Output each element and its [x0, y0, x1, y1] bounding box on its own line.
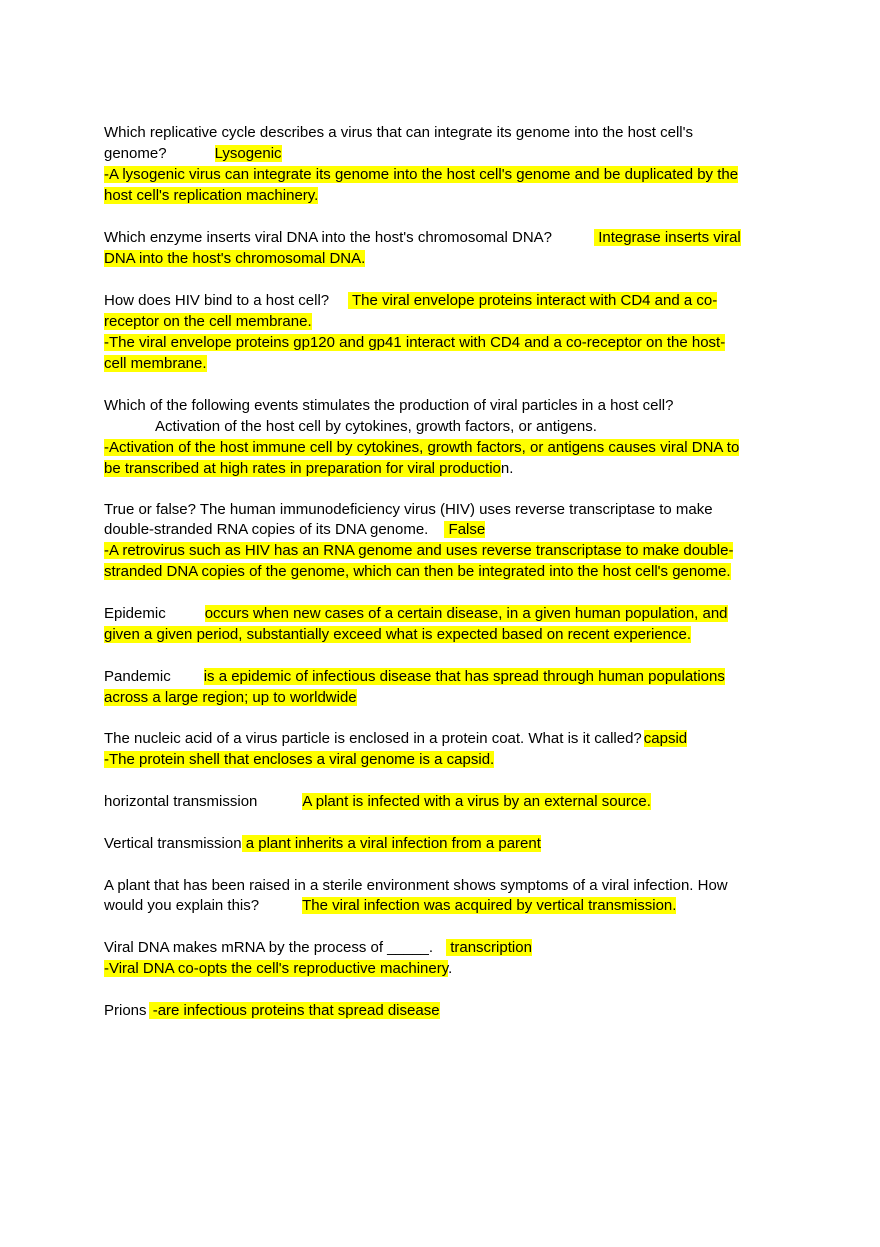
text-line [104, 333, 725, 353]
text-line [104, 792, 651, 812]
text-line: -Viral DNA co-opts the cell's reproductive machinery. [104, 960, 453, 977]
highlighted-answer: Integrase inserts viral [594, 229, 741, 246]
text-line: How does HIV bind to a host cell? The viral envelope proteins interact with CD4 and a co- [104, 292, 718, 309]
highlighted-explanation: cell membrane. [104, 355, 207, 372]
highlighted-definition: occurs when new cases of a certain disease, in a given human population, and [204, 605, 728, 622]
text-line [104, 688, 357, 708]
text-line: The nucleic acid of a virus particle is enclosed in a protein coat. What is it called? capsid [104, 730, 688, 747]
highlighted-answer: The viral infection was acquired by vertical transmission. [302, 897, 677, 914]
highlighted-definition: -are infectious proteins that spread disease [148, 1002, 440, 1019]
highlighted-explanation: -Viral DNA co-opts the cell's reproductive machinery [104, 960, 449, 977]
text-line: A plant that has been raised in a sterile environment shows symptoms of a viral infection. How [104, 877, 728, 894]
highlighted-definition: is a epidemic of infectious disease that has spread through human populations [203, 668, 725, 685]
highlighted-definition: A plant is infected with a virus by an external source. [302, 793, 651, 810]
highlighted-answer: transcription [446, 939, 532, 956]
term: Prions [104, 1002, 147, 1019]
highlighted-explanation: -A retrovirus such as HIV has an RNA genome and uses reverse transcriptase to make double- [104, 542, 734, 559]
text-line: Which enzyme inserts viral DNA into the host's chromosomal DNA? Integrase inserts viral [104, 229, 741, 246]
text-line [104, 354, 207, 374]
highlighted-explanation: -A lysogenic virus can integrate its genome into the host cell's genome and be duplicated by the [104, 166, 739, 183]
text-line: Viral DNA makes mRNA by the process of _____. transcription [104, 939, 532, 956]
highlighted-answer: The viral envelope proteins interact with CD4 and a co- [348, 292, 718, 309]
term: horizontal transmission [104, 793, 258, 810]
text-line: Which replicative cycle describes a virus that can integrate its genome into the host cell's [104, 124, 693, 141]
text-line: be transcribed at high rates in preparation for viral production. [104, 460, 514, 477]
answer-text: Activation of the host cell by cytokines, growth factors, or antigens. [155, 418, 597, 435]
term: Vertical transmission [104, 835, 242, 852]
text-line: True or false? The human immunodeficiency virus (HIV) uses reverse transcriptase to make [104, 501, 713, 518]
highlighted-definition: across a large region; up to worldwide [104, 689, 357, 706]
text-line [104, 604, 728, 624]
text-line: Which of the following events stimulates the production of viral particles in a host cell? [104, 397, 674, 414]
term: Pandemic [104, 668, 171, 685]
term: Epidemic [104, 605, 166, 622]
text-line [104, 750, 494, 770]
highlighted-explanation: be transcribed at high rates in preparation for viral productio [104, 460, 501, 477]
text-line [104, 165, 738, 185]
text-line [104, 562, 731, 582]
text-line: would you explain this? The viral infection was acquired by vertical transmission. [104, 897, 677, 914]
highlighted-explanation: -The protein shell that encloses a viral genome is a capsid. [104, 751, 495, 768]
highlighted-definition: given a given period, substantially exceed what is expected based on recent experience. [104, 626, 692, 643]
highlighted-answer: False [444, 521, 486, 538]
highlighted-answer: Lysogenic [214, 145, 282, 162]
highlighted-answer: capsid [643, 730, 688, 747]
text-line [104, 667, 725, 687]
highlighted-answer: DNA into the host's chromosomal DNA. [104, 250, 366, 267]
highlighted-definition: a plant inherits a viral infection from a parent [241, 835, 541, 852]
highlighted-explanation: host cell's replication machinery. [104, 187, 319, 204]
highlighted-explanation: -Activation of the host immune cell by cytokines, growth factors, or antigens causes viral DNA to [104, 439, 740, 456]
highlighted-explanation: -The viral envelope proteins gp120 and gp41 interact with CD4 and a co-receptor on the host- [104, 334, 726, 351]
highlighted-answer: receptor on the cell membrane. [104, 313, 312, 330]
text-line [104, 249, 365, 269]
text-line [104, 834, 541, 854]
text-line [104, 186, 318, 206]
text-line [155, 417, 597, 437]
text-line: genome? Lysogenic [104, 145, 282, 162]
text-line [104, 312, 312, 332]
text-line: double-stranded RNA copies of its DNA genome. False [104, 521, 486, 538]
text-line [104, 541, 733, 561]
text-line [104, 625, 691, 645]
text-line [104, 438, 739, 458]
text-line [104, 1001, 440, 1021]
highlighted-explanation: stranded DNA copies of the genome, which can then be integrated into the host cell's genome. [104, 563, 731, 580]
